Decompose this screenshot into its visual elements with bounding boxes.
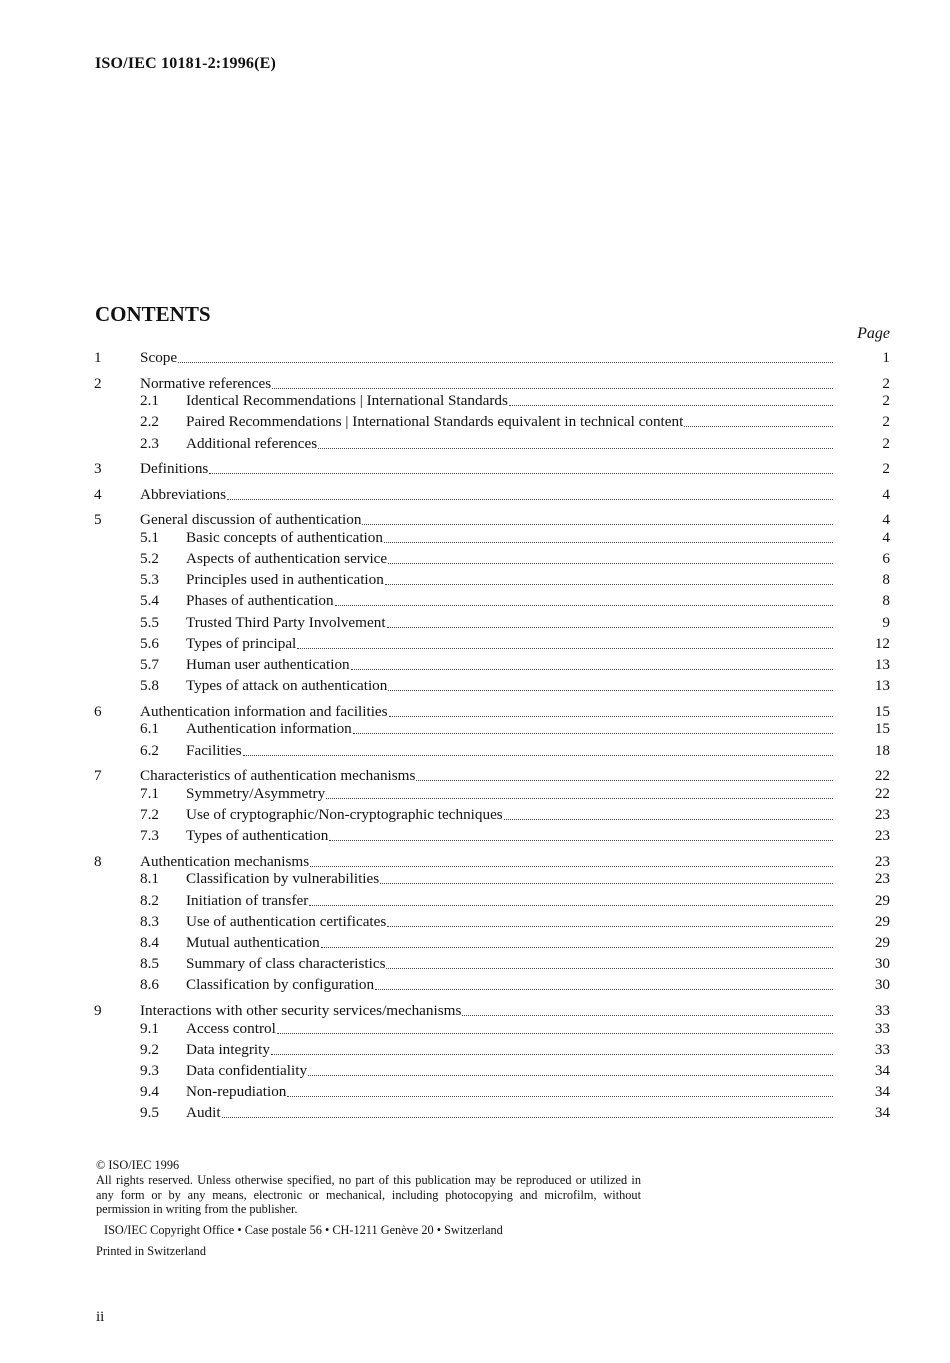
toc-entry-number: 5.8 bbox=[140, 677, 159, 695]
toc-entry-page: 23 bbox=[874, 806, 890, 823]
toc-entry-title-line bbox=[186, 433, 833, 454]
dot-leader bbox=[388, 689, 833, 691]
toc-entry-title: Abbreviations bbox=[140, 485, 227, 503]
toc-entry-number: 8.5 bbox=[140, 955, 159, 973]
toc-entry-number: 2 bbox=[94, 374, 102, 392]
toc-entry-page: 8 bbox=[882, 592, 890, 610]
toc-entry-number: 2.1 bbox=[140, 392, 159, 410]
dot-leader bbox=[385, 583, 833, 585]
toc-entry-number: 5.2 bbox=[140, 550, 159, 567]
toc-subsection-entry bbox=[0, 633, 950, 654]
dot-leader bbox=[389, 715, 833, 717]
toc-entry-title: Access control bbox=[186, 1019, 276, 1037]
toc-subsection-entry bbox=[0, 718, 950, 739]
dot-leader bbox=[462, 1014, 833, 1016]
toc-entry-page: 22 bbox=[874, 784, 890, 802]
toc-subsection-entry bbox=[0, 783, 950, 804]
page-number: ii bbox=[96, 1309, 105, 1325]
dot-leader bbox=[318, 447, 833, 449]
dot-leader bbox=[272, 387, 833, 389]
toc-entry-number: 8.6 bbox=[140, 976, 159, 994]
toc-entry-title-line bbox=[186, 675, 833, 696]
toc-entry-page: 18 bbox=[874, 741, 890, 759]
toc-entry-page: 23 bbox=[874, 827, 890, 845]
toc-entry-page: 29 bbox=[874, 912, 890, 930]
dot-leader bbox=[326, 797, 833, 799]
toc-subsection-entry bbox=[0, 654, 950, 675]
toc-entry-title: Basic concepts of authentication bbox=[186, 528, 383, 546]
toc-entry-title: Facilities bbox=[186, 741, 242, 759]
toc-subsection-entry bbox=[0, 825, 950, 846]
dot-leader bbox=[504, 818, 833, 820]
dot-leader bbox=[227, 498, 833, 500]
printed-in: Printed in Switzerland bbox=[96, 1243, 206, 1258]
toc-subsection-entry bbox=[0, 890, 950, 911]
toc-entry-page: 15 bbox=[874, 702, 890, 720]
toc-entry-number: 2.3 bbox=[140, 434, 159, 452]
toc-entry-number: 5.4 bbox=[140, 592, 159, 610]
toc-entry-number: 9.1 bbox=[140, 1019, 159, 1037]
toc-entry-number: 6 bbox=[94, 702, 102, 720]
toc-entry-number: 3 bbox=[94, 460, 102, 478]
rights-statement: All rights reserved. Unless otherwise specified, no part of this publication may be reproduced or utilized in any form or by any means, electronic or mechanical, including photocopying and microfilm, without permission in writing from the publisher. bbox=[96, 1172, 641, 1217]
toc-subsection-entry bbox=[0, 548, 950, 569]
dot-leader bbox=[287, 1095, 833, 1097]
toc-entry-title-line bbox=[186, 1060, 833, 1081]
toc-subsection-entry bbox=[0, 974, 950, 995]
toc-entry-number: 9.5 bbox=[140, 1104, 159, 1122]
copyright-office-address: ISO/IEC Copyright Office • Case postale 56 • CH-1211 Genève 20 • Switzerland bbox=[104, 1223, 503, 1238]
toc-entry-title-line bbox=[186, 783, 833, 804]
toc-entry-page: 13 bbox=[874, 677, 890, 695]
toc-entry-title: Use of cryptographic/Non-cryptographic techniques bbox=[186, 806, 503, 823]
toc-entry-title: Mutual authentication bbox=[186, 934, 320, 951]
document-header: ISO/IEC 10181-2:1996(E) bbox=[95, 55, 277, 72]
toc-entry-title-line bbox=[186, 974, 833, 995]
dot-leader bbox=[321, 946, 833, 948]
dot-leader bbox=[309, 904, 833, 906]
toc-entry-number: 6.2 bbox=[140, 741, 159, 759]
toc-entry-title: Initiation of transfer bbox=[186, 891, 309, 909]
toc-entry-number: 7.1 bbox=[140, 784, 159, 802]
toc-entry-title: Normative references bbox=[140, 374, 272, 392]
toc-entry-number: 9.3 bbox=[140, 1062, 159, 1079]
toc-entry-title-line bbox=[186, 590, 833, 611]
toc-subsection-entry bbox=[0, 390, 950, 411]
toc-entry-page: 33 bbox=[874, 1019, 890, 1037]
toc-entry-page: 6 bbox=[882, 550, 890, 567]
dot-leader bbox=[178, 361, 833, 363]
toc-entry-number: 9 bbox=[94, 1001, 102, 1019]
toc-entry-page: 8 bbox=[882, 571, 890, 589]
toc-entry-title: Scope bbox=[140, 349, 178, 366]
toc-entry-page: 1 bbox=[882, 349, 890, 366]
toc-entry-title: Trusted Third Party Involvement bbox=[186, 613, 386, 631]
toc-entry-number: 4 bbox=[94, 485, 102, 503]
toc-entry-title-line bbox=[186, 633, 833, 654]
toc-entry-title: Types of attack on authentication bbox=[186, 677, 388, 695]
dot-leader bbox=[297, 647, 833, 649]
dot-leader bbox=[384, 541, 833, 543]
toc-entry-title: Principles used in authentication bbox=[186, 571, 384, 589]
toc-entry-page: 30 bbox=[874, 976, 890, 994]
toc-subsection-entry bbox=[0, 569, 950, 590]
toc-entry-page: 29 bbox=[874, 934, 890, 951]
toc-subsection-entry bbox=[0, 953, 950, 974]
toc-entry-title-line bbox=[186, 804, 833, 825]
toc-entry-page: 2 bbox=[882, 434, 890, 452]
dot-leader bbox=[387, 626, 833, 628]
toc-entry-page: 2 bbox=[882, 413, 890, 431]
toc-subsection-entry bbox=[0, 1039, 950, 1060]
toc-entry-number: 9.4 bbox=[140, 1083, 159, 1101]
toc-entry-page: 30 bbox=[874, 955, 890, 973]
toc-entry-title: Non-repudiation bbox=[186, 1083, 287, 1101]
toc-entry-number: 5.6 bbox=[140, 634, 159, 652]
toc-subsection-entry bbox=[0, 612, 950, 633]
toc-entry-page: 22 bbox=[874, 767, 890, 785]
toc-entry-title: Identical Recommendations | International Standards bbox=[186, 392, 508, 410]
toc-entry-title: Additional references bbox=[186, 434, 318, 452]
toc-entry-number: 8 bbox=[94, 852, 102, 870]
toc-entry-number: 5 bbox=[94, 511, 102, 529]
toc-entry-title-line bbox=[186, 953, 833, 974]
toc-subsection-entry bbox=[0, 804, 950, 825]
toc-entry-number: 2.2 bbox=[140, 413, 159, 431]
toc-entry-title-line bbox=[186, 868, 833, 889]
toc-entry-title: Classification by configuration bbox=[186, 976, 375, 994]
dot-leader bbox=[209, 472, 833, 474]
toc-subsection-entry bbox=[0, 527, 950, 548]
toc-entry-number: 5.1 bbox=[140, 528, 159, 546]
toc-entry-title: Human user authentication bbox=[186, 656, 350, 673]
toc-entry-number: 8.4 bbox=[140, 934, 159, 951]
dot-leader bbox=[416, 779, 833, 781]
toc-entry-title: Types of authentication bbox=[186, 827, 329, 845]
toc-entry-number: 9.2 bbox=[140, 1040, 159, 1058]
toc-subsection-entry bbox=[0, 433, 950, 454]
toc-entry-page: 34 bbox=[874, 1104, 890, 1122]
toc-entry-page: 4 bbox=[882, 485, 890, 503]
dot-leader bbox=[388, 562, 833, 564]
dot-leader bbox=[387, 925, 833, 927]
toc-entry-title: Characteristics of authentication mechanisms bbox=[140, 767, 416, 785]
toc-entry-title: Data integrity bbox=[186, 1040, 270, 1058]
toc-entry-title-line bbox=[186, 548, 833, 569]
toc-entry-title-line bbox=[186, 569, 833, 590]
toc-entry-title: Interactions with other security services/mechanisms bbox=[140, 1001, 462, 1019]
toc-subsection-entry bbox=[0, 411, 950, 432]
dot-leader bbox=[684, 425, 833, 427]
toc-entry-title: Definitions bbox=[140, 460, 209, 478]
toc-entry-title-line bbox=[186, 911, 833, 932]
dot-leader bbox=[308, 1074, 833, 1076]
dot-leader bbox=[380, 882, 833, 884]
dot-leader bbox=[362, 523, 833, 525]
toc-entry-title: Symmetry/Asymmetry bbox=[186, 784, 326, 802]
toc-entry-number: 8.1 bbox=[140, 870, 159, 888]
copyright-line: © ISO/IEC 1996 bbox=[96, 1158, 180, 1172]
dot-leader bbox=[329, 839, 833, 841]
dot-leader bbox=[351, 668, 833, 670]
dot-leader bbox=[243, 754, 833, 756]
toc-subsection-entry bbox=[0, 1060, 950, 1081]
toc-entry-title: Paired Recommendations | International Standards equivalent in technical content bbox=[186, 413, 684, 431]
toc-entry-title-line bbox=[140, 347, 833, 368]
toc-entry-page: 15 bbox=[874, 720, 890, 738]
toc-entry-title: General discussion of authentication bbox=[140, 511, 362, 529]
toc-entry-page: 2 bbox=[882, 460, 890, 478]
toc-entry-page: 9 bbox=[882, 613, 890, 631]
toc-entry-page: 33 bbox=[874, 1040, 890, 1058]
toc-entry-title-line bbox=[186, 390, 833, 411]
toc-entry-title: Phases of authentication bbox=[186, 592, 334, 610]
toc-entry-title-line bbox=[186, 1039, 833, 1060]
toc-entry-title-line bbox=[186, 1081, 833, 1102]
toc-entry-title-line bbox=[140, 484, 833, 505]
toc-entry-title-line bbox=[186, 890, 833, 911]
toc-entry-number: 5.5 bbox=[140, 613, 159, 631]
toc-entry-title: Use of authentication certificates bbox=[186, 912, 387, 930]
toc-entry-title-line bbox=[186, 825, 833, 846]
dot-leader bbox=[353, 732, 833, 734]
toc-entry-title: Aspects of authentication service bbox=[186, 550, 388, 567]
toc-entry-title-line bbox=[186, 654, 833, 675]
dot-leader bbox=[509, 404, 833, 406]
toc-entry-title-line bbox=[186, 411, 833, 432]
toc-entry-page: 12 bbox=[874, 634, 890, 652]
toc-subsection-entry bbox=[0, 740, 950, 761]
toc-entry-title-line bbox=[186, 612, 833, 633]
toc-entry-title-line bbox=[186, 1102, 833, 1123]
dot-leader bbox=[335, 604, 833, 606]
toc-subsection-entry bbox=[0, 868, 950, 889]
page-column-label: Page bbox=[857, 325, 890, 342]
toc-entry-number: 5.3 bbox=[140, 571, 159, 589]
dot-leader bbox=[375, 988, 833, 990]
toc-entry-number: 8.2 bbox=[140, 891, 159, 909]
toc-entry-title: Classification by vulnerabilities bbox=[186, 870, 380, 888]
dot-leader bbox=[386, 967, 833, 969]
toc-entry-number: 7.3 bbox=[140, 827, 159, 845]
toc-entry-number: 5.7 bbox=[140, 656, 159, 673]
toc-entry-title-line bbox=[186, 527, 833, 548]
toc-entry-number: 1 bbox=[94, 349, 102, 366]
toc-entry-title: Authentication information and facilities bbox=[140, 702, 388, 720]
toc-entry-page: 23 bbox=[874, 870, 890, 888]
toc-entry-page: 23 bbox=[874, 852, 890, 870]
dot-leader bbox=[310, 865, 833, 867]
toc-entry-page: 2 bbox=[882, 374, 890, 392]
copyright-notice bbox=[96, 1158, 641, 1259]
toc-entry-number: 8.3 bbox=[140, 912, 159, 930]
toc-entry-title-line bbox=[186, 740, 833, 761]
toc-entry-page: 33 bbox=[874, 1001, 890, 1019]
toc-entry-title: Data confidentiality bbox=[186, 1062, 308, 1079]
toc-entry-page: 4 bbox=[882, 528, 890, 546]
toc-entry-page: 34 bbox=[874, 1062, 890, 1079]
toc-entry-title-line bbox=[186, 932, 833, 953]
toc-entry-number: 7 bbox=[94, 767, 102, 785]
toc-subsection-entry bbox=[0, 1081, 950, 1102]
dot-leader bbox=[271, 1053, 833, 1055]
toc-entry-title-line bbox=[186, 718, 833, 739]
toc-subsection-entry bbox=[0, 590, 950, 611]
toc-entry-page: 13 bbox=[874, 656, 890, 673]
toc-subsection-entry bbox=[0, 932, 950, 953]
toc-section-entry bbox=[0, 347, 950, 368]
toc-section-entry bbox=[0, 484, 950, 505]
toc-subsection-entry bbox=[0, 911, 950, 932]
dot-leader bbox=[222, 1116, 833, 1118]
toc-entry-page: 29 bbox=[874, 891, 890, 909]
toc-subsection-entry bbox=[0, 1018, 950, 1039]
toc-entry-title-line bbox=[140, 458, 833, 479]
toc-entry-title-line bbox=[186, 1018, 833, 1039]
toc-entry-title: Audit bbox=[186, 1104, 221, 1122]
dot-leader bbox=[277, 1032, 833, 1034]
toc-entry-page: 2 bbox=[882, 392, 890, 410]
toc-entry-title: Summary of class characteristics bbox=[186, 955, 386, 973]
toc-entry-title: Authentication mechanisms bbox=[140, 852, 310, 870]
toc-subsection-entry bbox=[0, 675, 950, 696]
toc-section-entry bbox=[0, 458, 950, 479]
toc-entry-page: 34 bbox=[874, 1083, 890, 1101]
toc-entry-number: 7.2 bbox=[140, 806, 159, 823]
toc-entry-title: Authentication information bbox=[186, 720, 352, 738]
contents-title: CONTENTS bbox=[95, 302, 211, 326]
toc-entry-title: Types of principal bbox=[186, 634, 297, 652]
toc-entry-number: 6.1 bbox=[140, 720, 159, 738]
toc-subsection-entry bbox=[0, 1102, 950, 1123]
toc-entry-page: 4 bbox=[882, 511, 890, 529]
